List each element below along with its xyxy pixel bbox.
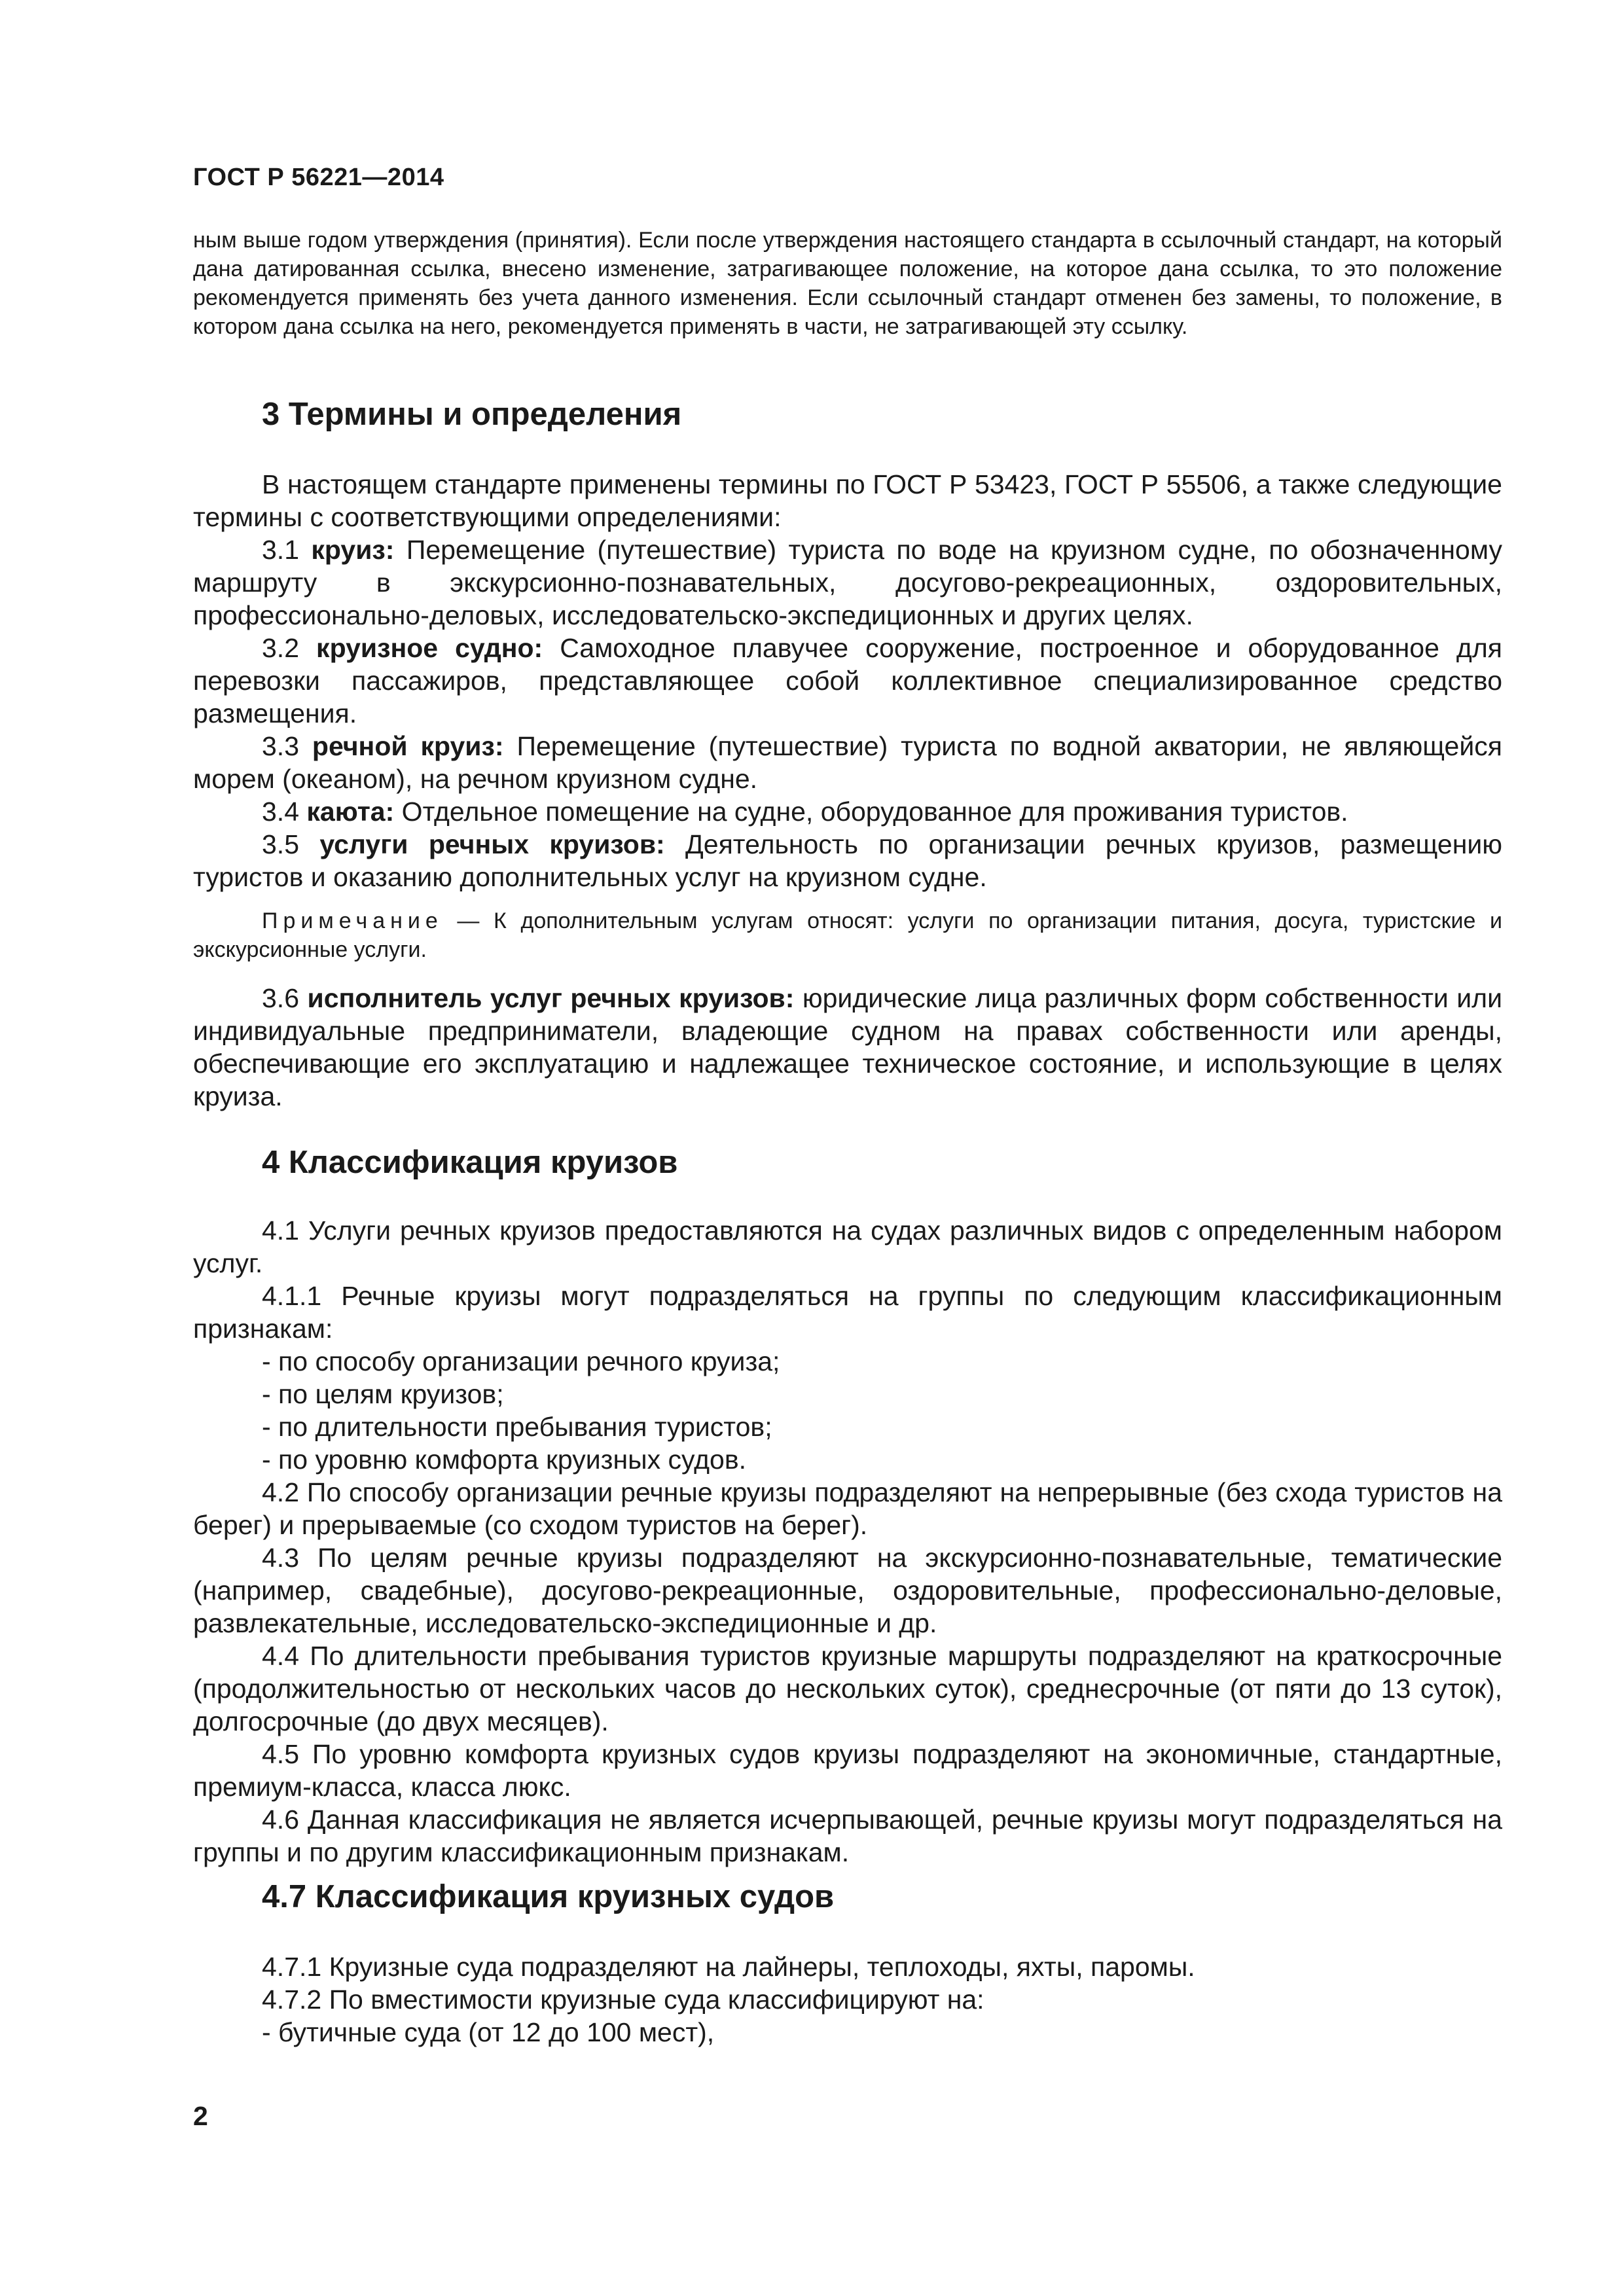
term-name: круиз: — [311, 535, 395, 565]
section-3-title: 3 Термины и определения — [262, 397, 682, 432]
term-3-4 — [193, 795, 1502, 828]
term-3-6 — [193, 982, 1502, 1113]
clause-4-4: 4.4 По длительности пребывания туристов круизные маршруты подразделяют на краткосрочные (продолжительностью от нескольких часов до нескольких суток), среднесрочные (от пяти до 13 суток), долгосрочные (до двух месяцев). — [193, 1641, 1502, 1736]
clause-4-6: 4.6 Данная классификация не является исчерпывающей, речные круизы могут подразделяться на группы и по другим классификационным признакам. — [193, 1804, 1502, 1867]
note-paragraph — [193, 906, 1502, 964]
document-code-header: ГОСТ Р 56221—2014 — [193, 164, 444, 191]
list-item: - по способу организации речного круиза; — [262, 1346, 780, 1376]
intro-paragraph-block — [193, 226, 1502, 341]
clause-4-1-1: 4.1.1 Речные круизы могут подразделяться на группы по следующим классификационным признакам: — [193, 1281, 1502, 1344]
term-number: 3.6 — [262, 983, 299, 1013]
term-name: каюта: — [306, 797, 395, 827]
term-name: круизное судно: — [316, 633, 543, 663]
term-3-2 — [193, 632, 1502, 730]
clause-4-3: 4.3 По целям речные круизы подразделяют на экскурсионно-познавательные, тематические (например, свадебные), досугово-рекреационные, оздоровительные, профессионально-деловые, развлекательные, исследовательско-экспедиционные и др. — [193, 1543, 1502, 1638]
list-item: - бутичные суда (от 12 до 100 мест), — [262, 2017, 715, 2047]
section-4-7-title: 4.7 Классификация круизных судов — [262, 1879, 835, 1914]
clause-4-7-2: 4.7.2 По вместимости круизные суда классифицируют на: — [262, 1984, 984, 2015]
term-number: 3.5 — [262, 829, 299, 859]
term-definition: юридические лица различных форм собственности или индивидуальные предприниматели, владеющие судном на правах собственности или аренды, обеспечивающие его эксплуатацию и надлежащее техническое состояние, и использующие в целях круиза. — [193, 983, 1502, 1111]
term-number: 3.3 — [262, 731, 299, 761]
term-definition: Самоходное плавучее сооружение, построенное и оборудованное для перевозки пассажиров, представляющее собой коллективное специализированное средство размещения. — [193, 633, 1502, 728]
term-3-3 — [193, 730, 1502, 795]
section-4-7-body — [193, 1950, 1502, 2049]
term-number: 3.2 — [262, 633, 299, 663]
term-definition: Отдельное помещение на судне, оборудованное для проживания туристов. — [401, 797, 1348, 827]
section-4-title: 4 Классификация круизов — [262, 1145, 678, 1180]
term-name: речной круиз: — [312, 731, 504, 761]
list-item: - по уровню комфорта круизных судов. — [262, 1444, 747, 1475]
section-3-body — [193, 468, 1502, 893]
clause-4-7-1: 4.7.1 Круизные суда подразделяют на лайнеры, теплоходы, яхты, паромы. — [262, 1952, 1195, 1982]
term-name: исполнитель услуг речных круизов: — [307, 983, 795, 1013]
term-number: 3.1 — [262, 535, 299, 565]
clause-4-5: 4.5 По уровню комфорта круизных судов круизы подразделяют на экономичные, стандартные, премиум-класса, класса люкс. — [193, 1739, 1502, 1802]
clause-4-1: 4.1 Услуги речных круизов предоставляются на судах различных видов с определенным набором услуг. — [193, 1215, 1502, 1278]
clause-4-2: 4.2 По способу организации речные круизы подразделяют на непрерывные (без схода туристов на берег) и прерываемые (со сходом туристов на берег). — [193, 1477, 1502, 1540]
note-block — [193, 906, 1502, 964]
section-3-lead: В настоящем стандарте применены термины по ГОСТ Р 53423, ГОСТ Р 55506, а также следующие термины с соответствующими определениями: — [193, 469, 1502, 532]
term-name: услуги речных круизов: — [319, 829, 665, 859]
term-3-1 — [193, 533, 1502, 632]
list-item: - по длительности пребывания туристов; — [262, 1412, 772, 1442]
term-definition: Перемещение (путешествие) туриста по воде на круизном судне, по обозначенному маршруту в экскурсионно-познавательных, досугово-рекреационных, оздоровительных, профессионально-деловых, исследовательско-экспедиционных и других целях. — [193, 535, 1502, 630]
term-3-5 — [193, 828, 1502, 893]
intro-paragraph: ным выше годом утверждения (принятия). Если после утверждения настоящего стандарта в ссылочный стандарт, на который дана датированная ссылка, внесено изменение, затрагивающее положение, на которое дана ссылка, то это положение рекомендуется применять без учета данного изменения. Если ссылочный стандарт отменен без замены, то положение, в котором дана ссылка на него, рекомендуется применять в части, не затрагивающей эту ссылку. — [193, 228, 1502, 339]
term-number: 3.4 — [262, 797, 299, 827]
term-definition: Перемещение (путешествие) туриста по водной акватории, не являющейся морем (океаном), на речном круизном судне. — [193, 731, 1502, 794]
page-number: 2 — [193, 2101, 208, 2131]
list-item: - по целям круизов; — [262, 1379, 504, 1409]
term-3-6-block — [193, 982, 1502, 1113]
section-4-body — [193, 1214, 1502, 1869]
term-definition: Деятельность по организации речных круизов, размещению туристов и оказанию дополнительных услуг на круизном судне. — [193, 829, 1502, 892]
note-text: — К дополнительным услугам относят: услуги по организации питания, досуга, туристские и экскурсионные услуги. — [193, 908, 1502, 962]
note-label: Примечание — [262, 908, 443, 933]
